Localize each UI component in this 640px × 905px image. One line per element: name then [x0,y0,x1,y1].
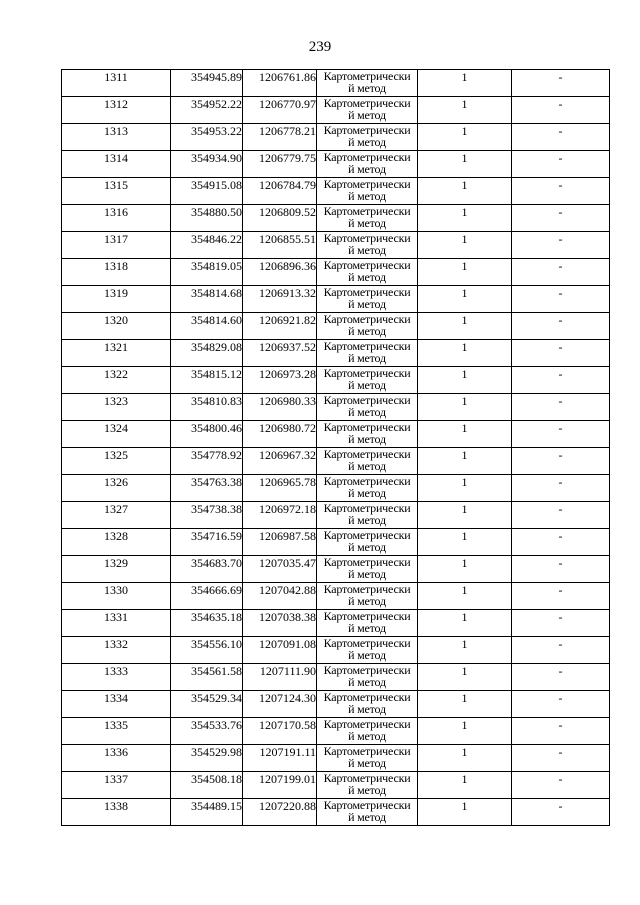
point-number-cell: 1321 [62,340,171,367]
table-row [62,691,610,718]
x-coordinate-cell: 354829.08 [171,340,243,367]
method-text-line-2: й метод [348,702,386,716]
point-number-cell: 1332 [62,637,171,664]
point-number-cell: 1311 [62,70,171,97]
method-text-line-1: Картометрически [323,339,411,353]
method-text-line-2: й метод [348,567,386,581]
table-row [62,583,610,610]
method-cell [317,340,418,367]
point-number-cell: 1316 [62,205,171,232]
accuracy-cell: 1 [418,448,512,475]
accuracy-cell: 1 [418,421,512,448]
accuracy-cell: 1 [418,475,512,502]
x-coordinate-cell: 354716.59 [171,529,243,556]
x-coordinate-cell: 354952.22 [171,97,243,124]
note-cell: - [512,340,610,367]
y-coordinate-cell: 1207170.58 [243,718,317,745]
method-cell [317,205,418,232]
point-number-cell: 1328 [62,529,171,556]
x-coordinate-cell: 354819.05 [171,259,243,286]
y-coordinate-cell: 1206980.33 [243,394,317,421]
point-number-cell: 1335 [62,718,171,745]
method-cell [317,124,418,151]
point-number-cell: 1326 [62,475,171,502]
accuracy-cell: 1 [418,502,512,529]
accuracy-cell: 1 [418,313,512,340]
method-text-line-2: й метод [348,756,386,770]
accuracy-cell: 1 [418,583,512,610]
table-row [62,124,610,151]
method-text-line-2: й метод [348,621,386,635]
point-number-cell: 1330 [62,583,171,610]
note-cell: - [512,124,610,151]
method-cell [317,664,418,691]
x-coordinate-cell: 354880.50 [171,205,243,232]
y-coordinate-cell: 1206973.28 [243,367,317,394]
y-coordinate-cell: 1207042.88 [243,583,317,610]
method-text-line-2: й метод [348,243,386,257]
method-cell [317,70,418,97]
y-coordinate-cell: 1206761.86 [243,70,317,97]
note-cell: - [512,637,610,664]
method-text-line-1: Картометрически [323,798,411,812]
method-text-line-1: Картометрически [323,366,411,380]
method-cell [317,97,418,124]
table-row [62,205,610,232]
table-row [62,97,610,124]
x-coordinate-cell: 354508.18 [171,772,243,799]
method-text-line-1: Картометрически [323,96,411,110]
point-number-cell: 1336 [62,745,171,772]
x-coordinate-cell: 354763.38 [171,475,243,502]
accuracy-cell: 1 [418,637,512,664]
point-number-cell: 1329 [62,556,171,583]
method-text-line-2: й метод [348,810,386,824]
y-coordinate-cell: 1206980.72 [243,421,317,448]
note-cell: - [512,394,610,421]
x-coordinate-cell: 354934.90 [171,151,243,178]
accuracy-cell: 1 [418,367,512,394]
method-text-line-1: Картометрически [323,528,411,542]
x-coordinate-cell: 354561.58 [171,664,243,691]
point-number-cell: 1320 [62,313,171,340]
method-text-line-2: й метод [348,324,386,338]
table-row [62,745,610,772]
method-text-line-2: й метод [348,189,386,203]
y-coordinate-cell: 1206921.82 [243,313,317,340]
y-coordinate-cell: 1206784.79 [243,178,317,205]
note-cell: - [512,421,610,448]
table-row [62,421,610,448]
method-text-line-2: й метод [348,783,386,797]
method-text-line-1: Картометрически [323,231,411,245]
y-coordinate-cell: 1206987.58 [243,529,317,556]
point-number-cell: 1313 [62,124,171,151]
method-cell [317,421,418,448]
method-text-line-2: й метод [348,135,386,149]
method-cell [317,583,418,610]
method-text-line-1: Картометрически [323,123,411,137]
point-number-cell: 1318 [62,259,171,286]
y-coordinate-cell: 1207124.30 [243,691,317,718]
method-text-line-1: Картометрически [323,636,411,650]
method-cell [317,772,418,799]
table-row [62,151,610,178]
method-text-line-2: й метод [348,648,386,662]
note-cell: - [512,691,610,718]
note-cell: - [512,583,610,610]
note-cell: - [512,799,610,826]
table-row [62,394,610,421]
method-text-line-2: й метод [348,486,386,500]
method-text-line-2: й метод [348,216,386,230]
method-text-line-1: Картометрически [323,744,411,758]
y-coordinate-cell: 1206967.32 [243,448,317,475]
method-text-line-2: й метод [348,432,386,446]
point-number-cell: 1333 [62,664,171,691]
method-text-line-1: Картометрически [323,285,411,299]
table-row [62,70,610,97]
x-coordinate-cell: 354810.83 [171,394,243,421]
accuracy-cell: 1 [418,745,512,772]
coordinates-table [61,69,610,826]
y-coordinate-cell: 1207220.88 [243,799,317,826]
method-cell [317,502,418,529]
table-row [62,448,610,475]
note-cell: - [512,205,610,232]
y-coordinate-cell: 1207038.38 [243,610,317,637]
accuracy-cell: 1 [418,799,512,826]
method-text-line-2: й метод [348,81,386,95]
point-number-cell: 1325 [62,448,171,475]
accuracy-cell: 1 [418,394,512,421]
note-cell: - [512,367,610,394]
table-row [62,637,610,664]
point-number-cell: 1327 [62,502,171,529]
y-coordinate-cell: 1207091.08 [243,637,317,664]
y-coordinate-cell: 1206779.75 [243,151,317,178]
table-row [62,529,610,556]
method-text-line-1: Картометрически [323,771,411,785]
method-text-line-1: Картометрически [323,447,411,461]
y-coordinate-cell: 1206972.18 [243,502,317,529]
x-coordinate-cell: 354778.92 [171,448,243,475]
note-cell: - [512,475,610,502]
point-number-cell: 1334 [62,691,171,718]
table-row [62,610,610,637]
note-cell: - [512,313,610,340]
note-cell: - [512,232,610,259]
point-number-cell: 1324 [62,421,171,448]
method-cell [317,718,418,745]
table-row [62,232,610,259]
x-coordinate-cell: 354800.46 [171,421,243,448]
x-coordinate-cell: 354556.10 [171,637,243,664]
x-coordinate-cell: 354529.98 [171,745,243,772]
point-number-cell: 1317 [62,232,171,259]
table-row [62,556,610,583]
method-text-line-2: й метод [348,459,386,473]
x-coordinate-cell: 354683.70 [171,556,243,583]
method-text-line-1: Картометрически [323,69,411,83]
note-cell: - [512,151,610,178]
method-text-line-2: й метод [348,378,386,392]
note-cell: - [512,502,610,529]
x-coordinate-cell: 354635.18 [171,610,243,637]
accuracy-cell: 1 [418,718,512,745]
method-text-line-1: Картометрически [323,204,411,218]
point-number-cell: 1323 [62,394,171,421]
x-coordinate-cell: 354915.08 [171,178,243,205]
table-row [62,475,610,502]
note-cell: - [512,97,610,124]
note-cell: - [512,556,610,583]
table-row [62,718,610,745]
method-text-line-1: Картометрически [323,420,411,434]
method-cell [317,799,418,826]
method-text-line-1: Картометрически [323,312,411,326]
x-coordinate-cell: 354953.22 [171,124,243,151]
x-coordinate-cell: 354945.89 [171,70,243,97]
method-text-line-1: Картометрически [323,501,411,515]
method-cell [317,367,418,394]
method-text-line-1: Картометрически [323,258,411,272]
y-coordinate-cell: 1207035.47 [243,556,317,583]
x-coordinate-cell: 354815.12 [171,367,243,394]
accuracy-cell: 1 [418,151,512,178]
accuracy-cell: 1 [418,691,512,718]
table-row [62,340,610,367]
table-row [62,367,610,394]
method-text-line-1: Картометрически [323,690,411,704]
accuracy-cell: 1 [418,124,512,151]
method-cell [317,313,418,340]
method-text-line-1: Картометрически [323,177,411,191]
y-coordinate-cell: 1206896.36 [243,259,317,286]
accuracy-cell: 1 [418,70,512,97]
point-number-cell: 1331 [62,610,171,637]
accuracy-cell: 1 [418,529,512,556]
note-cell: - [512,718,610,745]
table-row [62,772,610,799]
method-text-line-1: Картометрически [323,717,411,731]
method-text-line-2: й метод [348,540,386,554]
point-number-cell: 1322 [62,367,171,394]
method-cell [317,745,418,772]
method-text-line-2: й метод [348,270,386,284]
point-number-cell: 1312 [62,97,171,124]
method-text-line-1: Картометрически [323,474,411,488]
note-cell: - [512,178,610,205]
point-number-cell: 1319 [62,286,171,313]
accuracy-cell: 1 [418,286,512,313]
x-coordinate-cell: 354738.38 [171,502,243,529]
method-text-line-1: Картометрически [323,393,411,407]
y-coordinate-cell: 1206913.32 [243,286,317,313]
note-cell: - [512,70,610,97]
note-cell: - [512,610,610,637]
method-text-line-2: й метод [348,405,386,419]
page-number: 239 [308,39,332,55]
x-coordinate-cell: 354666.69 [171,583,243,610]
method-cell [317,691,418,718]
point-number-cell: 1337 [62,772,171,799]
method-text-line-2: й метод [348,513,386,527]
method-text-line-2: й метод [348,729,386,743]
x-coordinate-cell: 354489.15 [171,799,243,826]
accuracy-cell: 1 [418,259,512,286]
accuracy-cell: 1 [418,232,512,259]
note-cell: - [512,448,610,475]
method-cell [317,610,418,637]
method-text-line-2: й метод [348,108,386,122]
method-cell [317,529,418,556]
method-text-line-1: Картометрически [323,663,411,677]
accuracy-cell: 1 [418,772,512,799]
y-coordinate-cell: 1206855.51 [243,232,317,259]
method-cell [317,394,418,421]
y-coordinate-cell: 1206965.78 [243,475,317,502]
method-cell [317,232,418,259]
method-cell [317,151,418,178]
method-text-line-1: Картометрически [323,582,411,596]
method-cell [317,475,418,502]
method-text-line-1: Картометрически [323,555,411,569]
accuracy-cell: 1 [418,340,512,367]
table-row [62,259,610,286]
x-coordinate-cell: 354814.68 [171,286,243,313]
method-text-line-2: й метод [348,675,386,689]
table-row [62,664,610,691]
method-text-line-2: й метод [348,297,386,311]
x-coordinate-cell: 354529.34 [171,691,243,718]
method-cell [317,259,418,286]
note-cell: - [512,529,610,556]
method-text-line-2: й метод [348,351,386,365]
accuracy-cell: 1 [418,178,512,205]
y-coordinate-cell: 1206809.52 [243,205,317,232]
note-cell: - [512,286,610,313]
note-cell: - [512,772,610,799]
method-text-line-2: й метод [348,162,386,176]
y-coordinate-cell: 1206770.97 [243,97,317,124]
x-coordinate-cell: 354846.22 [171,232,243,259]
note-cell: - [512,664,610,691]
y-coordinate-cell: 1207111.90 [243,664,317,691]
accuracy-cell: 1 [418,610,512,637]
method-cell [317,637,418,664]
point-number-cell: 1338 [62,799,171,826]
table-row [62,313,610,340]
method-cell [317,286,418,313]
method-cell [317,556,418,583]
table-body [62,70,610,826]
y-coordinate-cell: 1206937.52 [243,340,317,367]
accuracy-cell: 1 [418,664,512,691]
x-coordinate-cell: 354533.76 [171,718,243,745]
method-cell [317,448,418,475]
method-text-line-1: Картометрически [323,150,411,164]
point-number-cell: 1314 [62,151,171,178]
table-row [62,799,610,826]
table-row [62,178,610,205]
y-coordinate-cell: 1207191.11 [243,745,317,772]
accuracy-cell: 1 [418,556,512,583]
table-row [62,502,610,529]
point-number-cell: 1315 [62,178,171,205]
y-coordinate-cell: 1207199.01 [243,772,317,799]
x-coordinate-cell: 354814.60 [171,313,243,340]
y-coordinate-cell: 1206778.21 [243,124,317,151]
note-cell: - [512,745,610,772]
method-text-line-1: Картометрически [323,609,411,623]
note-cell: - [512,259,610,286]
method-text-line-2: й метод [348,594,386,608]
method-cell [317,178,418,205]
table-row [62,286,610,313]
accuracy-cell: 1 [418,97,512,124]
accuracy-cell: 1 [418,205,512,232]
